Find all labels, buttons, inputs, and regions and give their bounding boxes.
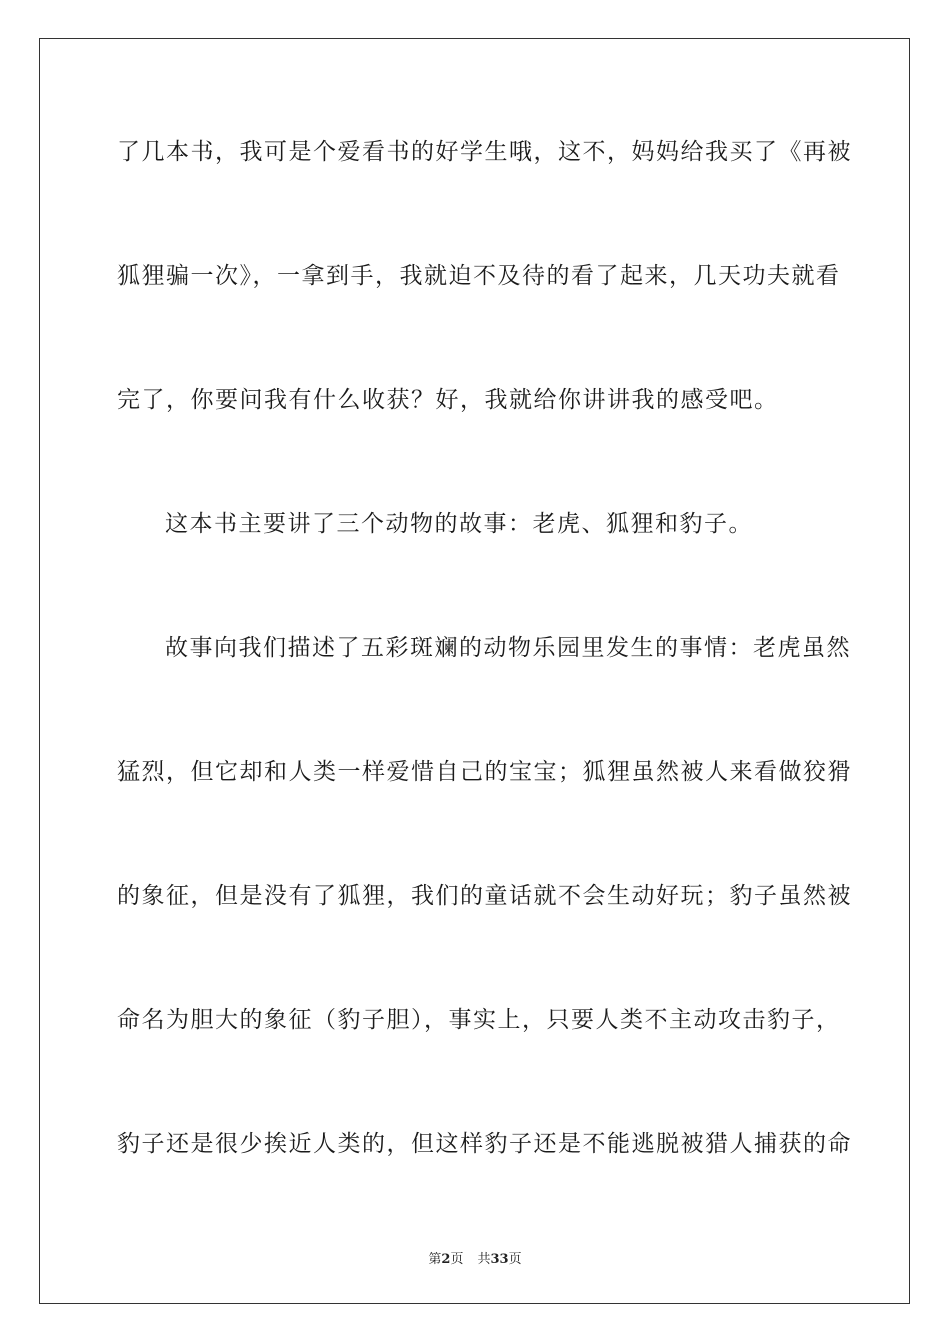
total-pages: 33 xyxy=(490,1252,509,1267)
text-line-9: 豹子还是很少挨近人类的，但这样豹子还是不能逃脱被猎人捕获的命 xyxy=(117,1131,852,1157)
text-line-3: 完了，你要问我有什么收获？好，我就给你讲讲我的感受吧。 xyxy=(117,387,779,413)
text-line-5: 故事向我们描述了五彩斑斓的动物乐园里发生的事情：老虎虽然 xyxy=(165,635,851,661)
page-prefix: 第 xyxy=(428,1252,442,1267)
text-line-8: 命名为胆大的象征（豹子胆），事实上，只要人类不主动攻击豹子， xyxy=(117,1007,841,1033)
text-line-6: 猛烈，但它却和人类一样爱惜自己的宝宝；狐狸虽然被人来看做狡猾 xyxy=(117,759,852,785)
text-line-7: 的象征，但是没有了狐狸，我们的童话就不会生动好玩；豹子虽然被 xyxy=(117,883,852,909)
page-number: 2 xyxy=(441,1252,451,1267)
total-prefix: 共 xyxy=(477,1252,491,1267)
total-suffix: 页 xyxy=(508,1252,522,1267)
text-line-4: 这本书主要讲了三个动物的故事：老虎、狐狸和豹子。 xyxy=(165,511,753,537)
text-line-2: 狐狸骗一次》，一拿到手，我就迫不及待的看了起来，几天功夫就看 xyxy=(117,263,841,289)
text-line-1: 了几本书，我可是个爱看书的好学生哦，这不，妈妈给我买了《再被 xyxy=(117,139,852,165)
page-footer xyxy=(0,1248,950,1267)
page-border xyxy=(39,38,910,1304)
page-suffix: 页 xyxy=(450,1252,464,1267)
